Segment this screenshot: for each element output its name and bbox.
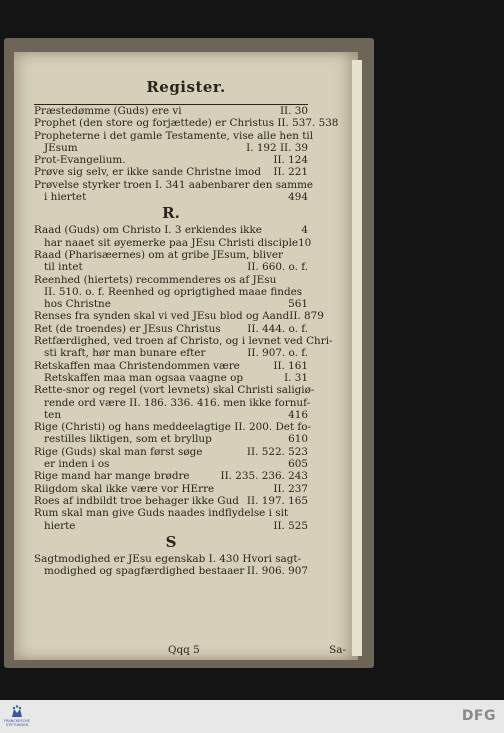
entry-reference: 605 [288,458,308,471]
entry-text: Renses fra synden skal vi ved JEsu blod og Aand [34,310,290,323]
entry-text: Propheterne i det gamle Testamente, vise alle hen til [34,129,314,142]
register-entry-line [34,409,308,421]
entry-text: Rige (Christi) og hans meddeelagtige II. 200. Det fo- [34,421,312,434]
entry-text: JEsum [44,141,78,154]
entry-text: Sagtmodighed er JEsu egenskab I. 430 Hvori sagt- [34,552,302,565]
page-title: Register. [146,78,226,96]
entry-reference: II. 161 [273,359,308,372]
register-entry-line [34,166,308,178]
register-entry-line [34,483,308,495]
entry-reference: 4 [301,224,308,237]
entry-text: Retskaffen maa man ogsaa vaagne op [44,371,243,384]
entry-text: Rum skal man give Guds naades indflydelse i sit [34,507,289,520]
entry-text: Prøvelse styrker troen I. 341 aabenbarer den samme [34,178,314,191]
entry-text: sti kraft, hør man bunare efter [44,347,206,360]
register-entry-line [34,372,308,384]
entry-reference: II. 525 [273,519,308,532]
entry-text: Raad (Guds) om Christo I. 3 erkiendes ikke [34,224,262,237]
register-entry-line [34,310,324,323]
entry-reference: II. 660. o. f. [247,261,308,274]
entry-text: rende ord være II. 186. 336. 416. men ikke fornuf- [44,396,311,409]
register-entry-line [34,224,308,236]
register-entry-line [34,298,308,310]
section-letter-r: R. [162,204,180,223]
entry-reference: 610 [288,433,308,446]
register-entry-line [34,520,308,532]
page-edge [352,60,362,656]
register-entries [34,104,339,578]
register-entry-line [34,236,312,249]
entry-reference: I. 192 II. 39 [246,141,308,154]
entry-text: restilles liktigen, som et bryllup [44,433,212,446]
register-entry-line [34,360,308,372]
entry-reference: II. 237 [273,482,308,495]
register-entry-line [34,191,308,203]
register-entry-line [34,129,314,142]
entry-reference: II. 124 [273,154,308,167]
register-entry-line [34,495,308,507]
entry-text: ten [44,408,62,421]
entry-text: modighed og spagfærdighed bestaaer [44,565,245,578]
entry-text: Raad (Pharisæernes) om at gribe JEsum, bliver [34,248,284,261]
register-entry-line [34,323,308,335]
entry-reference: II. 197. 165 [246,494,308,507]
register-entry-line [34,421,312,434]
entry-text: er inden i os [44,458,110,471]
catchword: Sa- [329,644,346,656]
entry-reference: II. 522. 523 [246,445,308,458]
register-entry-line [34,396,311,409]
entry-reference: 416 [288,408,308,421]
entry-text: Rette-snor og regel (vort levnets) skal Christi saligiø- [34,384,315,397]
entry-text: i hiertet [44,191,87,204]
entry-reference: 561 [288,298,308,311]
entry-text: Ret (de troendes) er JEsus Christus [34,322,221,335]
entry-text: Prot-Evangelium. [34,154,126,167]
register-entry-line [34,470,308,482]
register-entry-line [34,142,308,154]
register-entry-line [34,274,308,286]
register-entry-line [34,286,308,298]
section-letter-s: S [165,532,177,551]
entry-text: har naaet sit øyemerke paa JEsu Christi disciple [44,236,299,249]
entry-reference: II. 235. 236. 243 [220,470,308,483]
book-page [14,52,358,660]
register-entry-line [34,154,308,166]
entry-text: Prøve sig selv, er ikke sande Christne imod [34,166,261,179]
crown-icon [4,703,30,719]
entry-text: Riigdom skal ikke være vor HErre [34,482,215,495]
institution-logo-text: FRANCKESCHE STIFTUNGEN [4,719,30,727]
entry-text: Reenhed (hiertets) recommenderes os af JEsu [34,273,277,286]
register-entry-line [34,458,308,470]
entry-text: til intet [44,261,83,274]
entry-reference: II. 221 [273,166,308,179]
register-entry-line [34,507,308,519]
register-entry-line [34,249,308,261]
entry-reference: II. 30 [279,105,308,117]
entry-text: Prophet (den store og forjættede) er Christus II. 537. 538 [34,117,339,130]
register-entry-line [34,335,333,348]
register-entry-line [34,433,308,445]
register-entry-line [34,553,308,565]
entry-text: hierte [44,519,76,532]
register-entry-line [34,105,308,117]
dfg-logo[interactable]: DFG [461,708,496,724]
entry-reference: II. 906. 907 [246,565,308,578]
entry-text: II. 510. o. f. Reenhed og oprigtighed maae findes [44,285,303,298]
register-entry-line [34,178,314,191]
entry-reference: 494 [288,191,308,204]
entry-reference: II. 444. o. f. [247,322,308,335]
register-entry-line [34,446,308,458]
register-entry-line [34,384,315,397]
entries-group-s [34,553,308,578]
register-entry-line [34,117,339,130]
entry-text: Rige mand har mange brødre [34,470,190,483]
entry-text: Retskaffen maa Christendommen være [34,359,240,372]
entry-text: Roes af indbildt troe behager ikke Gud [34,494,239,507]
register-entry-line [34,261,308,273]
signature-mark: Qqq 5 [168,644,200,656]
institution-logo[interactable] [4,703,30,730]
register-entry-line [34,347,308,359]
register-entry-line [34,565,308,577]
entry-reference: II. 879 [289,310,324,323]
entry-reference: II. 907. o. f. [247,347,308,360]
entries-group-r [34,224,333,532]
entry-text: hos Christne [44,298,111,311]
entry-reference: I. 31 [284,371,308,384]
entry-text: Retfærdighed, ved troen af Christo, og i levnet ved Chri- [34,335,333,348]
viewer-footer-bar [0,700,504,733]
entry-text: Præstedømme (Guds) ere vi [34,105,182,117]
entries-group-p [34,105,339,204]
entry-text: Rige (Guds) skal man først søge [34,445,203,458]
entry-reference: 10 [298,236,312,249]
